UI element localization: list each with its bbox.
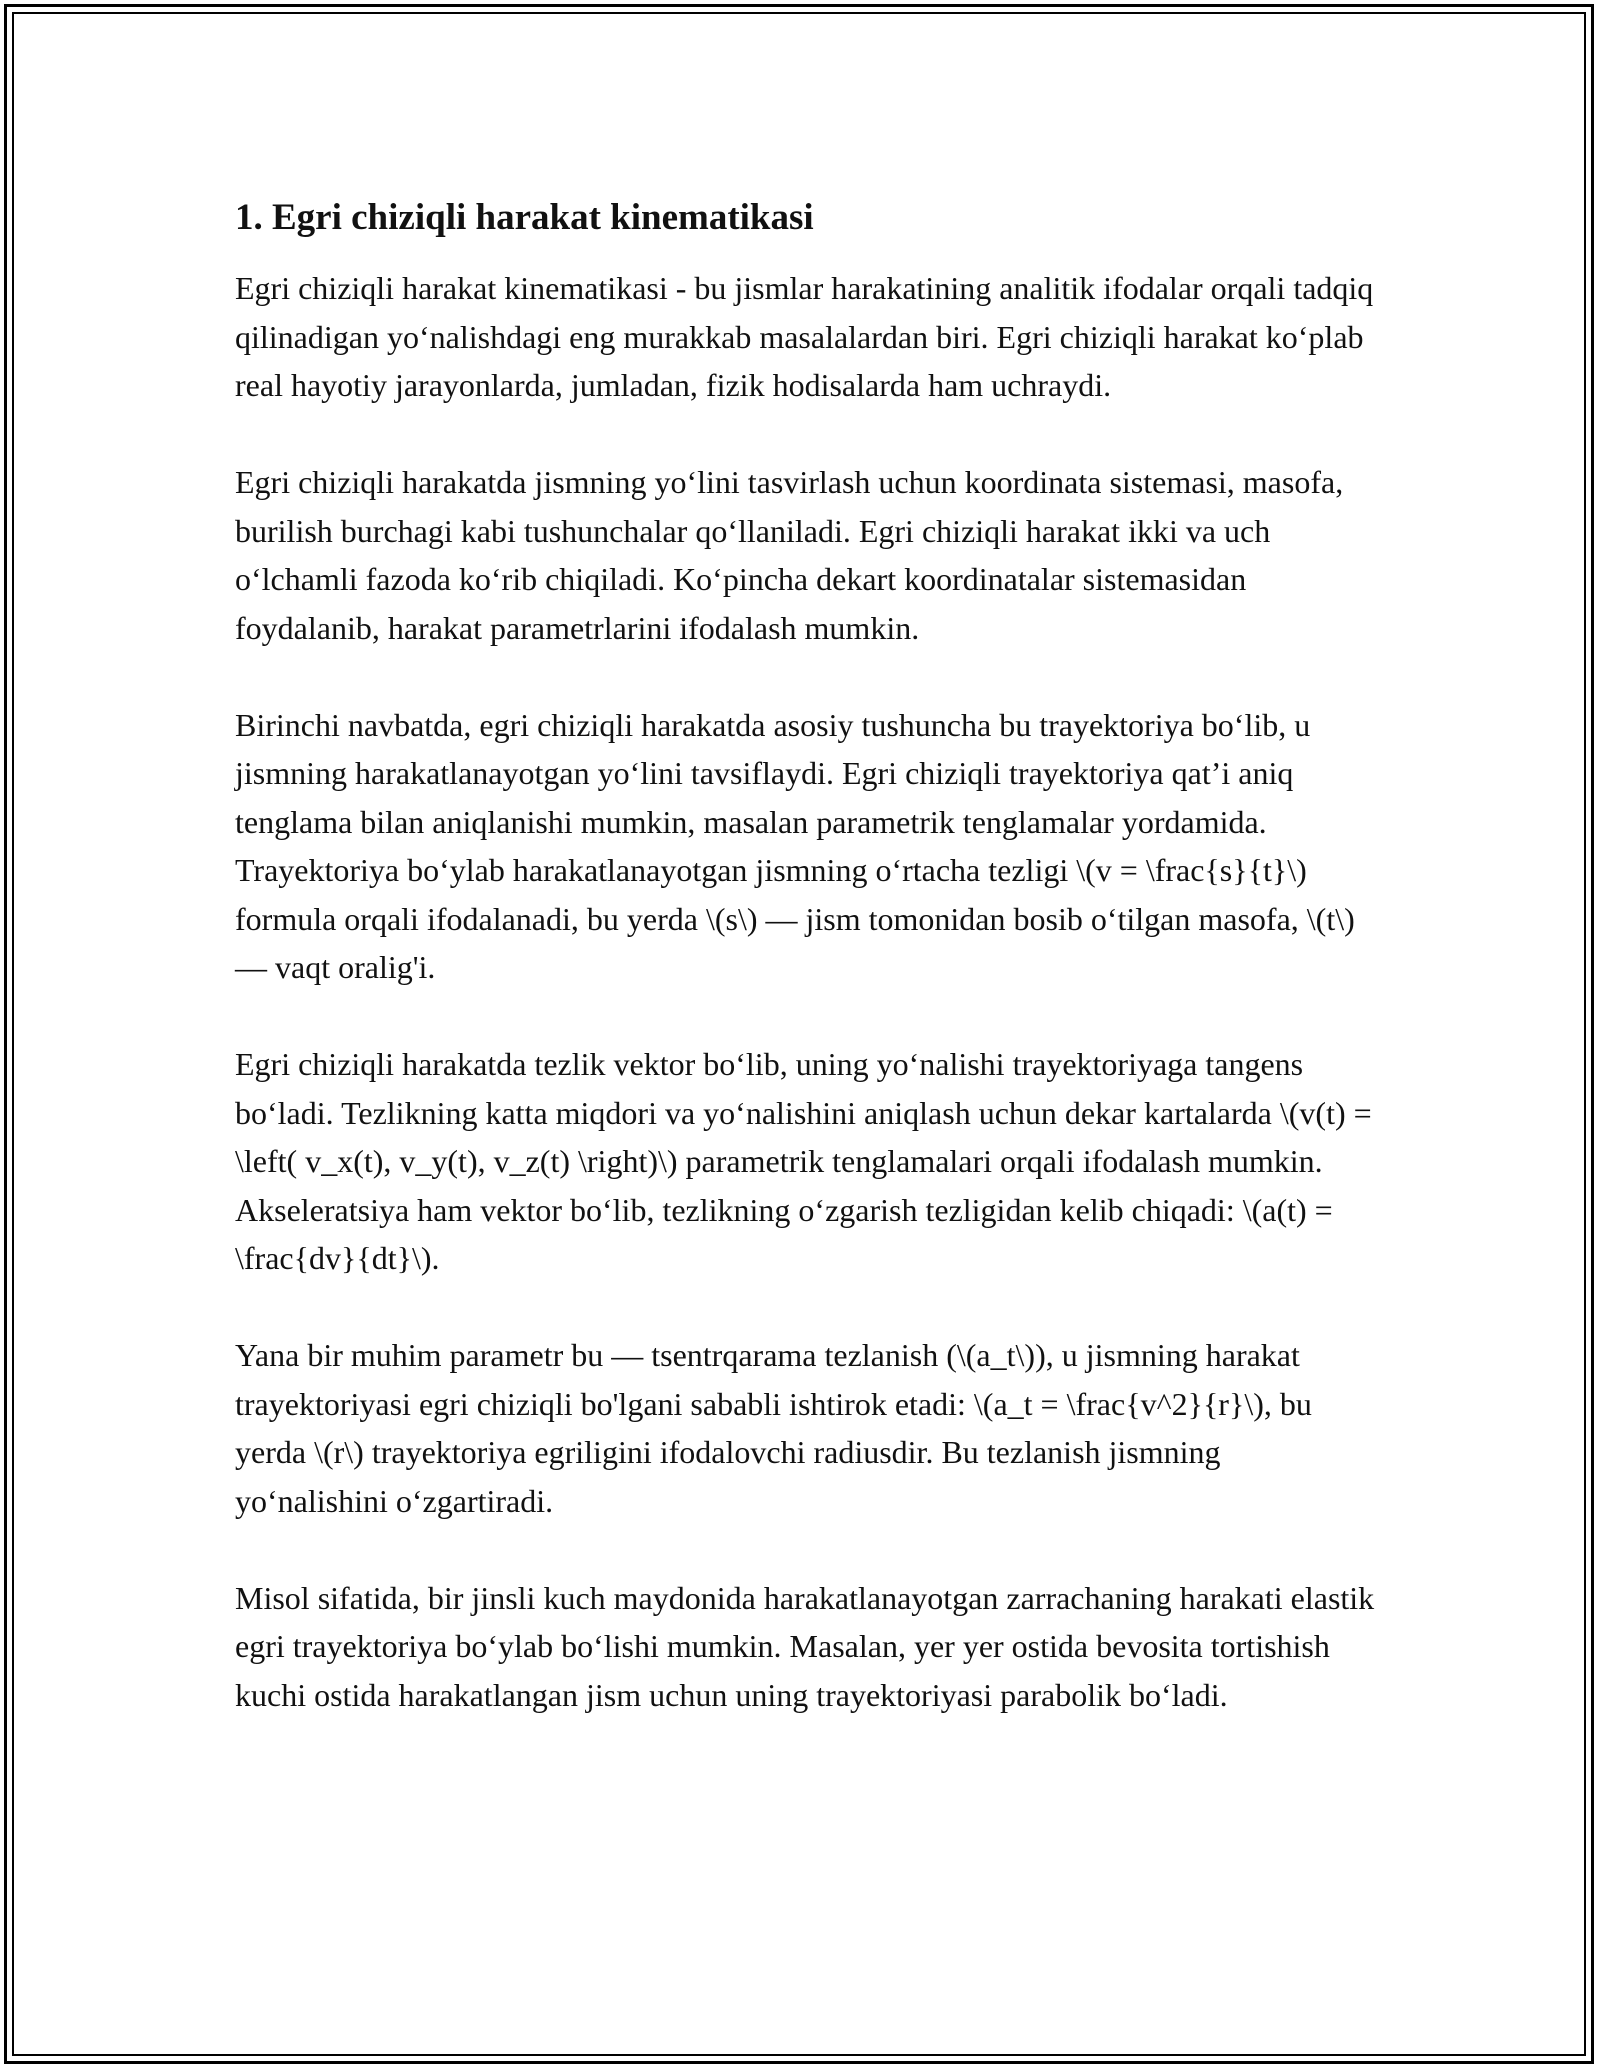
paragraph-3: Birinchi navbatda, egri chiziqli harakatda asosiy tushuncha bu trayektoriya bo‘lib, u jismning harakatlanayotgan yo‘lini tavsiflaydi. Egri chiziqli trayektoriya qat’i aniq tenglama bilan aniqlanishi mumkin, masalan parametrik tenglamalar yordamida. Trayektoriya bo‘ylab harakatlanayotgan jismning o‘rtacha tezligi \(v = \frac{s}{t}\) formula orqali ifodalanadi, bu yerda \(s\) — jism tomonidan bosib o‘tilgan masofa, \(t\) — vaqt oralig'i.	[235, 706, 1355, 986]
document-body	[235, 180, 1375, 1768]
section-heading: 1. Egri chiziqli harakat kinematikasi	[235, 197, 814, 238]
paragraph-5: Yana bir muhim parametr bu — tsentrqarama tezlanish (\(a_t\)), u jismning harakat trayektoriyasi egri chiziqli bo'lgani sababli ishtirok etadi: \(a_t = \frac{v^2}{r}\), bu yerda \(r\) trayektoriya egriligini ifodalovchi radiusdir. Bu tezlanish jismning yo‘nalishini o‘zgartiradi.	[235, 1337, 1312, 1519]
paragraph-4: Egri chiziqli harakatda tezlik vektor bo‘lib, uning yo‘nalishi trayektoriyaga tangens bo‘ladi. Tezlikning katta miqdori va yo‘nalishini aniqlash uchun dekar kartalarda \(v(t) = \left( v_x(t), v_y(t), v_z(t) \right)\) parametrik tenglamalari orqali ifodalash mumkin. Akseleratsiya ham vektor bo‘lib, tezlikning o‘zgarish tezligidan kelib chiqadi: \(a(t) = \frac{dv}{dt}\).	[235, 1046, 1372, 1277]
paragraph-6: Misol sifatida, bir jinsli kuch maydonida harakatlanayotgan zarrachaning harakati elastik egri trayektoriya bo‘ylab bo‘lishi mumkin. Masalan, yer yer ostida bevosita tortishish kuchi ostida harakatlangan jism uchun uning trayektoriyasi parabolik bo‘ladi.	[235, 1579, 1375, 1713]
paragraph-2: Egri chiziqli harakatda jismning yo‘lini tasvirlash uchun koordinata sistemasi, masofa, burilish burchagi kabi tushunchalar qo‘llaniladi. Egri chiziqli harakat ikki va uch o‘lchamli fazoda ko‘rib chiqiladi. Ko‘pincha dekart koordinatalar sistemasidan foydalanib, harakat parametrlarini ifodalash mumkin.	[235, 464, 1344, 646]
paragraph-1: Egri chiziqli harakat kinematikasi - bu jismlar harakatining analitik ifodalar orqali tadqiq qilinadigan yo‘nalishdagi eng murakkab masalalardan biri. Egri chiziqli harakat ko‘plab real hayotiy jarayonlarda, jumladan, fizik hodisalarda ham uchraydi.	[235, 270, 1374, 404]
